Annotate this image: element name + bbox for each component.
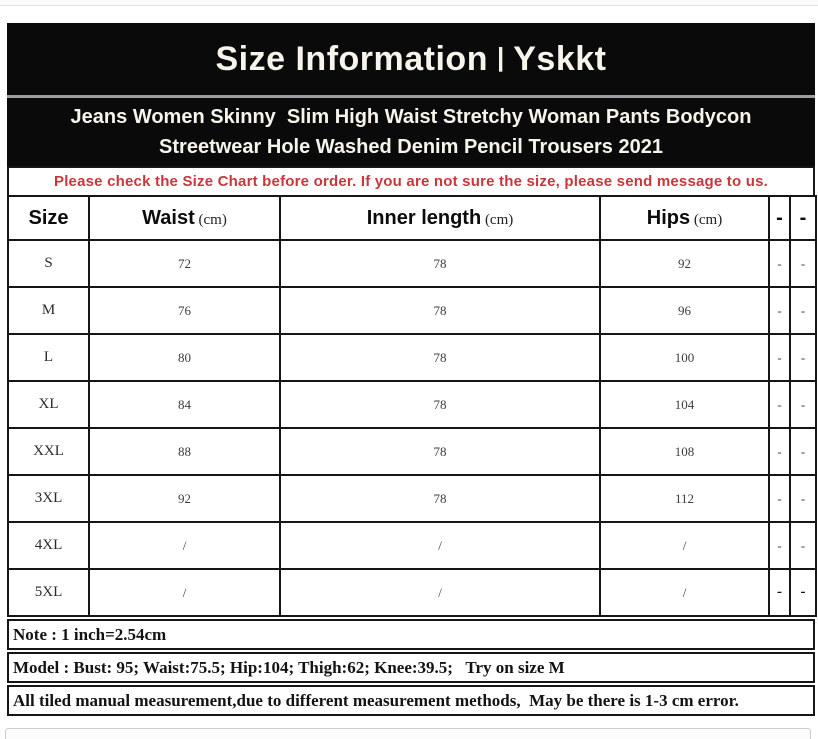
product-title-line-1: Jeans Women Skinny Slim High Waist Stretchy Woman Pants Bodycon: [70, 106, 752, 128]
dash-cell: -: [790, 334, 816, 381]
dash-cell: -: [790, 287, 816, 334]
header-row: [8, 196, 816, 240]
size-label-cell: 3XL: [8, 475, 89, 522]
size-label-cell: S: [8, 240, 89, 287]
size-row-xxl: [8, 428, 816, 475]
hips-cell: 108: [600, 428, 769, 475]
bottom-edge-strip: [5, 728, 811, 739]
dash-cell: -: [769, 381, 790, 428]
warning-bar: [7, 166, 815, 195]
note-text: Model : Bust: 95; Waist:75.5; Hip:104; Thigh:62; Knee:39.5; Try on size M: [13, 657, 565, 677]
dash-cell: -: [769, 334, 790, 381]
dash-cell: -: [769, 522, 790, 569]
note-row-inch: [7, 619, 815, 650]
hips-cell: /: [600, 569, 769, 616]
waist-cell: 88: [89, 428, 280, 475]
size-table: [7, 195, 817, 617]
header-bar: [7, 23, 815, 95]
inner-length-cell: 78: [280, 287, 600, 334]
dash-cell: -: [790, 428, 816, 475]
size-row-m: [8, 287, 816, 334]
hips-cell: /: [600, 522, 769, 569]
column-header: Size: [8, 196, 89, 240]
column-header: Hips (cm): [600, 196, 769, 240]
size-row-xl: [8, 381, 816, 428]
hips-cell: 100: [600, 334, 769, 381]
brand-name: Yskkt: [513, 39, 607, 78]
hips-cell: 92: [600, 240, 769, 287]
page-title: Size Information: [215, 39, 488, 78]
inner-length-cell: 78: [280, 334, 600, 381]
title-separator: |: [496, 41, 505, 72]
note-row-model: [7, 652, 815, 683]
inner-length-cell: /: [280, 522, 600, 569]
hips-cell: 96: [600, 287, 769, 334]
size-table-body: [8, 240, 816, 616]
dash-cell: -: [769, 428, 790, 475]
note-text: All tiled manual measurement,due to different measurement methods, May be there is 1-3 cm error.: [13, 690, 739, 710]
inner-length-cell: 78: [280, 240, 600, 287]
waist-cell: 92: [89, 475, 280, 522]
size-chart-panel: [7, 23, 815, 716]
size-row-3xl: [8, 475, 816, 522]
dash-cell: -: [790, 381, 816, 428]
note-text: Note : 1 inch=2.54cm: [13, 624, 167, 644]
size-table-header: [8, 196, 816, 240]
waist-cell: 72: [89, 240, 280, 287]
waist-cell: 80: [89, 334, 280, 381]
hips-cell: 104: [600, 381, 769, 428]
size-label-cell: M: [8, 287, 89, 334]
size-label-cell: XXL: [8, 428, 89, 475]
size-label-cell: L: [8, 334, 89, 381]
size-row-s: [8, 240, 816, 287]
dash-cell: -: [790, 522, 816, 569]
dash-cell: -: [790, 240, 816, 287]
note-row-measurement: [7, 685, 815, 716]
waist-cell: 84: [89, 381, 280, 428]
dash-cell: -: [769, 475, 790, 522]
dash-cell: -: [790, 475, 816, 522]
dash-cell: -: [769, 287, 790, 334]
top-edge-strip: [0, 0, 818, 6]
warning-text: Please check the Size Chart before order. If you are not sure the size, please send message to us.: [53, 173, 769, 190]
inner-length-cell: 78: [280, 381, 600, 428]
column-header: -: [769, 196, 790, 240]
size-label-cell: 4XL: [8, 522, 89, 569]
size-row-5xl: [8, 569, 816, 616]
product-title-bar: [7, 98, 815, 166]
size-label-cell: 5XL: [8, 569, 89, 616]
inner-length-cell: 78: [280, 428, 600, 475]
column-header: Waist (cm): [89, 196, 280, 240]
inner-length-cell: /: [280, 569, 600, 616]
waist-cell: /: [89, 522, 280, 569]
inner-length-cell: 78: [280, 475, 600, 522]
column-header: -: [790, 196, 816, 240]
column-header: Inner length (cm): [280, 196, 600, 240]
size-row-4xl: [8, 522, 816, 569]
dash-cell: -: [769, 569, 790, 616]
waist-cell: 76: [89, 287, 280, 334]
size-row-l: [8, 334, 816, 381]
hips-cell: 112: [600, 475, 769, 522]
waist-cell: /: [89, 569, 280, 616]
dash-cell: -: [769, 240, 790, 287]
size-label-cell: XL: [8, 381, 89, 428]
dash-cell: -: [790, 569, 816, 616]
product-title-line-2: Streetwear Hole Washed Denim Pencil Trousers 2021: [159, 136, 663, 158]
